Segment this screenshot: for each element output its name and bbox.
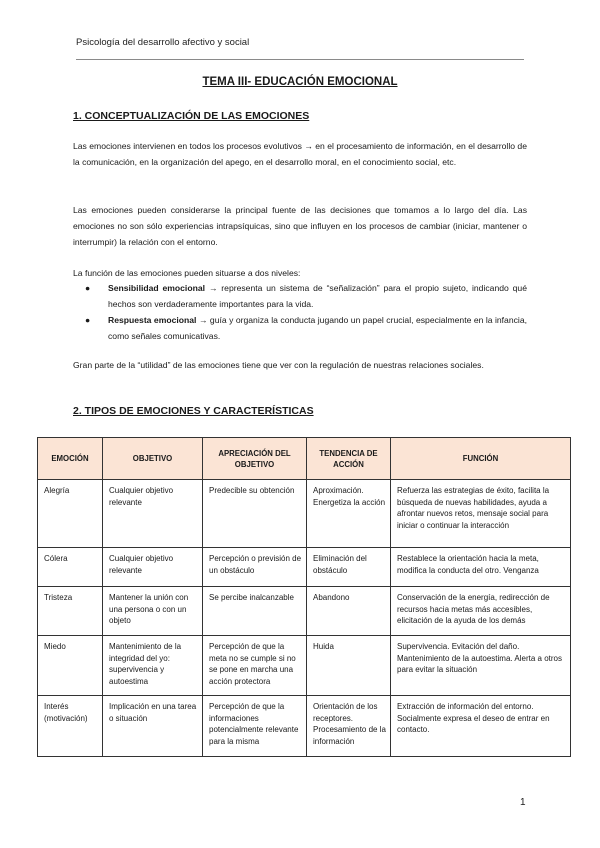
table-cell: Cualquier objetivo relevante [103, 548, 203, 587]
header-divider [76, 59, 524, 60]
table-cell: Percepción de que la informaciones potencialmente relevante para la misma [203, 696, 307, 757]
table-cell: Eliminación del obstáculo [307, 548, 391, 587]
table-cell: Predecible su obtención [203, 480, 307, 548]
paragraph-closing: Gran parte de la “utilidad” de las emociones tiene que ver con la regulación de nuestras relaciones sociales. [73, 360, 484, 370]
bullet-item [73, 281, 527, 312]
bullet-dot: ● [85, 283, 91, 293]
table-cell: Percepción de que la meta no se cumple si no se pone en marcha una acción protectora [203, 636, 307, 696]
table-cell: Cualquier objetivo relevante [103, 480, 203, 548]
table-cell: Huida [307, 636, 391, 696]
running-header: Psicología del desarrollo afectivo y social [76, 37, 250, 48]
table-cell: Miedo [38, 636, 103, 696]
table-cell: Implicación en una tarea o situación [103, 696, 203, 757]
table-cell: Alegría [38, 480, 103, 548]
table-row [38, 636, 571, 696]
table-cell: Interés (motivación) [38, 696, 103, 757]
table-cell: Mantenimiento de la integridad del yo: supervivencia y autoestima [103, 636, 203, 696]
table-cell: Aproximación. Energetiza la acción [307, 480, 391, 548]
table-cell: Se percibe inalcanzable [203, 587, 307, 636]
bullet-text: → representa un sistema de “señalización” para el propio sujeto, indicando qué hechos son verdaderamente importantes para la vida. [108, 283, 527, 309]
table-cell: Extracción de información del entorno. Socialmente expresa el deseo de entrar en contacto. [391, 696, 571, 757]
table-cell: Percepción o previsión de un obstáculo [203, 548, 307, 587]
emotions-table [37, 437, 571, 757]
table-cell: Refuerza las estrategias de éxito, facilita la búsqueda de nuevas habilidades, ayuda a afrontar nuevos retos, mensaje social para iniciar o continuar la interacción [391, 480, 571, 548]
table-cell: Cólera [38, 548, 103, 587]
header-emocion: EMOCIÓN [38, 438, 103, 480]
document-title: TEMA III- EDUCACIÓN EMOCIONAL [202, 76, 398, 88]
paragraph-2: Las emociones pueden considerarse la principal fuente de las decisiones que tomamos a lo largo del día. Las emociones no son sólo experiencias intrapsíquicas, sino que influyen en los procesos de cambiar (iniciar, mantener o interrumpir) la relación con el entorno. [73, 205, 527, 248]
bullet-term: Sensibilidad emocional [108, 283, 205, 293]
bullet-dot: ● [85, 315, 91, 325]
table-cell: Supervivencia. Evitación del daño. Mantenimiento de la autoestima. Alerta a otros para evitar la situación [391, 636, 571, 696]
page-number: 1 [520, 797, 526, 808]
bullet-list [73, 281, 527, 345]
header-objetivo: OBJETIVO [103, 438, 203, 480]
table-cell: Orientación de los receptores. Procesamiento de la información [307, 696, 391, 757]
table-cell: Restablece la orientación hacia la meta, modifica la conducta del otro. Venganza [391, 548, 571, 587]
paragraph-1: Las emociones intervienen en todos los procesos evolutivos → en el procesamiento de información, en el desarrollo de la comunicación, en la organización del apego, en el desarrollo moral, en el conocimiento social, etc. [73, 141, 527, 168]
section-2-heading: 2. TIPOS DE EMOCIONES Y CARACTERÍSTICAS [73, 405, 314, 417]
table-row [38, 480, 571, 548]
table-cell: Abandono [307, 587, 391, 636]
table-row [38, 587, 571, 636]
table-row [38, 696, 571, 757]
paragraph-3: La función de las emociones pueden situarse a dos niveles: [73, 268, 301, 278]
header-apreciacion: APRECIACIÓN DEL OBJETIVO [203, 438, 307, 480]
header-funcion: FUNCIÓN [391, 438, 571, 480]
header-tendencia: TENDENCIA DE ACCIÓN [307, 438, 391, 480]
bullet-item [73, 313, 527, 344]
table-cell: Conservación de la energía, redirección de recursos hacia metas más accesibles, elicitación de la ayuda de los demás [391, 587, 571, 636]
section-1-heading: 1. CONCEPTUALIZACIÓN DE LAS EMOCIONES [73, 110, 310, 122]
bullet-text: → guía y organiza la conducta jugando un papel crucial, especialmente en la infancia, como señales comunicativas. [108, 315, 527, 341]
table-cell: Tristeza [38, 587, 103, 636]
table-header-row [38, 438, 571, 480]
table-row [38, 548, 571, 587]
table-cell: Mantener la unión con una persona o con un objeto [103, 587, 203, 636]
bullet-term: Respuesta emocional [108, 315, 197, 325]
